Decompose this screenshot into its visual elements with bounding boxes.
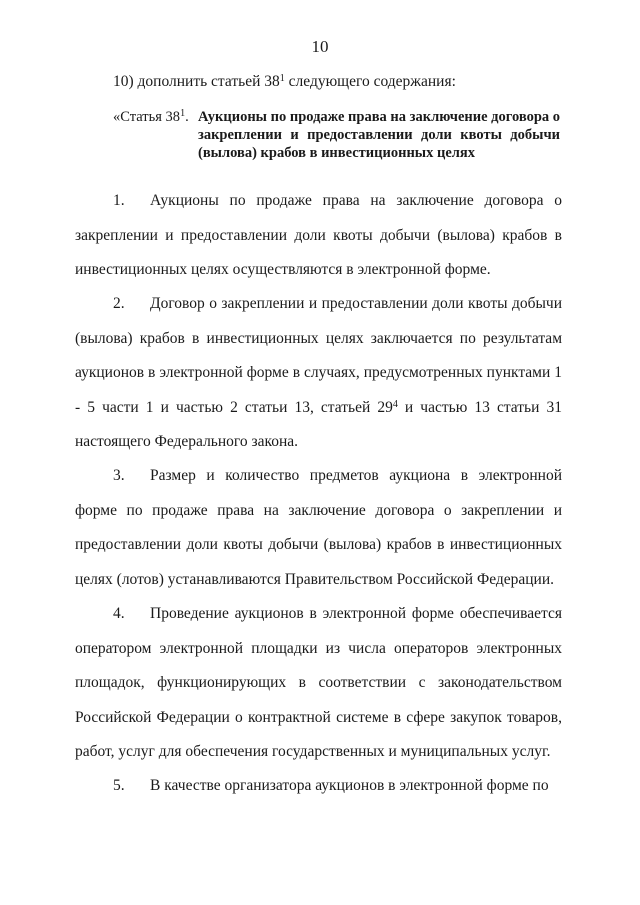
article-prefix: «Статья 38: [113, 109, 181, 125]
item-number: 3.: [113, 467, 125, 484]
amendment-intro: [113, 73, 456, 91]
article-prefix-dot: .: [185, 109, 189, 125]
item-number: 4.: [113, 605, 125, 622]
article-heading: [113, 108, 560, 162]
article-title: Аукционы по продаже права на заключение договора о закреплении и предоставлении доли квоты добычи (вылова) крабов в инвестиционных целях: [198, 109, 561, 161]
item-number: 2.: [113, 295, 125, 312]
intro-text: 10) дополнить статьей 38: [113, 73, 280, 90]
item-text: Договор о закреплении и предоставлении доли квоты добычи (вылова) крабов в инвестиционных целях заключается по результатам аукционов в электронной форме в случаях, предусмотренных пунктами 1 - 5 части 1 и частью 2 статьи 13, статьей 29: [75, 295, 562, 416]
item-number: 1.: [113, 192, 125, 209]
intro-text-end: следующего содержания:: [284, 73, 456, 90]
item-text-end: и частью 13 статьи 31 настоящего Федерального закона.: [75, 398, 563, 450]
article-number: [113, 108, 189, 126]
item-superscript: 4: [392, 398, 398, 410]
intro-superscript: 1: [279, 73, 285, 84]
item-text: В качестве организатора аукционов в электронной форме по: [150, 777, 549, 794]
page-number: 10: [311, 37, 329, 56]
item-text: Аукционы по продаже права на заключение договора о закреплении и предоставлении доли квоты добычи (вылова) крабов в инвестиционных целях осуществляются в электронной форме.: [75, 192, 562, 278]
paragraph-item-1: [75, 184, 562, 288]
paragraph-item-4: [75, 597, 562, 770]
article-superscript: 1: [180, 108, 186, 119]
item-text: Размер и количество предметов аукциона в электронной форме по продаже права на заключение договора о закреплении и предоставлении доли квоты добычи (вылова) крабов в инвестиционных целях (лотов) устанавливаются Правительством Российской Федерации.: [75, 467, 562, 588]
paragraph-item-3: [75, 459, 562, 597]
paragraph-item-5: [75, 769, 562, 804]
item-number: 5.: [113, 777, 125, 794]
item-text: Проведение аукционов в электронной форме обеспечивается оператором электронной площадки из числа операторов электронных площадок, функционирующих в соответствии с законодательством Российской Федерации о контрактной системе в сфере закупок товаров, работ, услуг для обеспечения государственных и муниципальных услуг.: [75, 605, 562, 760]
paragraph-item-2: [75, 287, 562, 460]
